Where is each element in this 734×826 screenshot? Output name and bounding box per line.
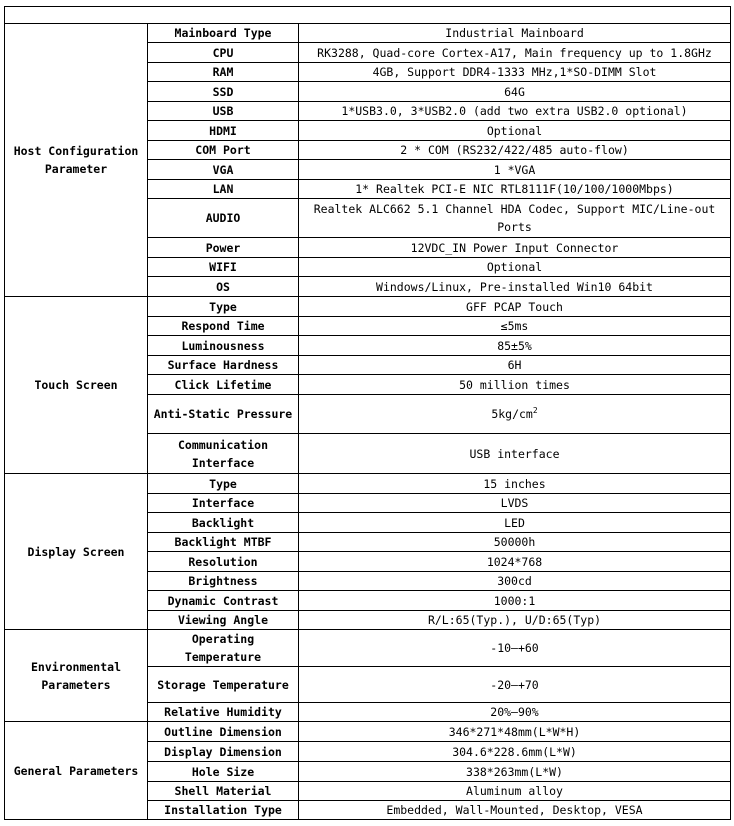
spec-table [4, 6, 731, 820]
spec-label: Interface [148, 494, 299, 513]
spec-value [299, 762, 731, 782]
spec-label: HDMI [148, 121, 299, 141]
spec-value-text: 20%—90% [490, 705, 539, 719]
spec-label: CPU [148, 43, 299, 63]
spec-value [299, 611, 731, 630]
spec-value [299, 494, 731, 513]
spec-value-text: USB interface [469, 446, 560, 461]
table-row [5, 630, 731, 667]
spec-label: Click Lifetime [148, 375, 299, 395]
table-header-cell [5, 7, 731, 24]
spec-label: Brightness [148, 572, 299, 591]
spec-value [299, 317, 731, 336]
spec-value-text: RK3288, Quad-core Cortex-A17, Main frequency up to 1.8GHz [317, 45, 712, 60]
spec-label: Communication Interface [148, 434, 299, 474]
spec-value-text: 346*271*48mm(L*W*H) [448, 724, 581, 739]
table-row [5, 474, 731, 494]
spec-value-text: 1000:1 [493, 593, 536, 608]
spec-value [299, 375, 731, 395]
spec-value-text: 1 *VGA [493, 162, 536, 177]
spec-value [299, 630, 731, 667]
spec-value-text: 6H [507, 358, 522, 372]
spec-value-text: -20—+70 [490, 677, 539, 692]
spec-value-text: 64G [504, 84, 525, 99]
spec-value-text: 338*263mm(L*W) [466, 764, 563, 779]
spec-value [299, 160, 731, 180]
spec-label: Viewing Angle [148, 611, 299, 630]
spec-label: OS [148, 277, 299, 297]
spec-value [299, 238, 731, 258]
group-title: Display Screen [5, 474, 148, 630]
spec-label: USB [148, 102, 299, 121]
table-row [5, 722, 731, 742]
table-row [5, 297, 731, 317]
spec-label: Shell Material [148, 782, 299, 801]
spec-value-text: ≤5ms [500, 319, 529, 333]
spec-table-body [5, 7, 731, 820]
spec-value-text: GFF PCAP Touch [466, 299, 563, 314]
spec-value-superscript: 2 [532, 406, 538, 416]
spec-label: Installation Type [148, 801, 299, 820]
spec-value [299, 63, 731, 82]
spec-value [299, 336, 731, 356]
spec-value [299, 572, 731, 591]
spec-value [299, 297, 731, 317]
spec-label: Resolution [148, 552, 299, 572]
spec-label: Relative Humidity [148, 703, 299, 722]
spec-value [299, 180, 731, 199]
spec-value-text: 12VDC_IN Power Input Connector [410, 240, 619, 255]
group-title: Host Configuration Parameter [5, 24, 148, 297]
spec-value [299, 121, 731, 141]
spec-value-text: 4GB, Support DDR4-1333 MHz,1*SO-DIMM Slot [372, 65, 657, 79]
spec-value-text: R/L:65(Typ.), U/D:65(Typ) [427, 613, 602, 627]
spec-value [299, 513, 731, 533]
group-title: Touch Screen [5, 297, 148, 474]
spec-value-text: 50000h [493, 535, 536, 549]
table-header-row [5, 7, 731, 24]
spec-value-text: Optional [486, 123, 543, 138]
spec-value [299, 722, 731, 742]
spec-value [299, 356, 731, 375]
spec-value [299, 102, 731, 121]
spec-label: Respond Time [148, 317, 299, 336]
spec-value-text: Aluminum alloy [466, 784, 563, 798]
spec-label: Backlight MTBF [148, 533, 299, 552]
spec-value-text: 15 inches [483, 476, 546, 491]
spec-label: Type [148, 474, 299, 494]
spec-value [299, 782, 731, 801]
spec-value-text: 50 million times [459, 377, 570, 392]
spec-value-text: 5kg/cm [491, 407, 533, 421]
spec-label: RAM [148, 63, 299, 82]
spec-value-text: Realtek ALC662 5.1 Channel HDA Codec, Support MIC/Line-out Ports [313, 202, 716, 234]
spec-value [299, 533, 731, 552]
spec-value [299, 474, 731, 494]
spec-value [299, 703, 731, 722]
spec-value-text: 85±5% [497, 338, 532, 353]
spec-value-text: LVDS [500, 496, 529, 510]
spec-label: COM Port [148, 141, 299, 160]
spec-label: Hole Size [148, 762, 299, 782]
spec-value [299, 277, 731, 297]
table-row [5, 24, 731, 43]
spec-value [299, 199, 731, 238]
spec-value-text: Embedded, Wall-Mounted, Desktop, VESA [386, 803, 643, 817]
spec-label: LAN [148, 180, 299, 199]
spec-label: Dynamic Contrast [148, 591, 299, 611]
spec-label: Anti-Static Pressure [148, 395, 299, 434]
spec-value-text: Windows/Linux, Pre-installed Win10 64bit [376, 279, 653, 294]
group-title: Environmental Parameters [5, 630, 148, 722]
spec-value [299, 395, 731, 434]
spec-value-text: 300cd [497, 574, 532, 588]
spec-value-text: 1* Realtek PCI-E NIC RTL8111F(10/100/1000Mbps) [355, 182, 674, 196]
spec-label: Luminousness [148, 336, 299, 356]
group-title: General Parameters [5, 722, 148, 820]
spec-label: Display Dimension [148, 742, 299, 762]
spec-value-text: 1024*768 [486, 554, 543, 569]
spec-value [299, 258, 731, 277]
spec-value [299, 24, 731, 43]
spec-value [299, 141, 731, 160]
spec-value [299, 43, 731, 63]
spec-label: Mainboard Type [148, 24, 299, 43]
spec-label: Outline Dimension [148, 722, 299, 742]
spec-value [299, 667, 731, 703]
spec-value-text: Industrial Mainboard [445, 26, 584, 40]
spec-label: Storage Temperature [148, 667, 299, 703]
spec-value-text: 1*USB3.0, 3*USB2.0 (add two extra USB2.0 optional) [341, 104, 688, 118]
spec-value-text: LED [504, 515, 525, 530]
spec-value-text: 2 * COM (RS232/422/485 auto-flow) [400, 143, 629, 157]
spec-value [299, 552, 731, 572]
spec-label: Surface Hardness [148, 356, 299, 375]
spec-value [299, 82, 731, 102]
spec-label: Backlight [148, 513, 299, 533]
spec-label: Power [148, 238, 299, 258]
spec-label: VGA [148, 160, 299, 180]
spec-label: SSD [148, 82, 299, 102]
spec-value [299, 434, 731, 474]
spec-value-text: -10—+60 [490, 641, 539, 655]
spec-label: Type [148, 297, 299, 317]
spec-label: Operating Temperature [148, 630, 299, 667]
spec-value-text: 304.6*228.6mm(L*W) [452, 744, 577, 759]
spec-label: AUDIO [148, 199, 299, 238]
spec-value [299, 742, 731, 762]
spec-label: WIFI [148, 258, 299, 277]
spec-value [299, 801, 731, 820]
spec-value [299, 591, 731, 611]
spec-value-text: Optional [486, 260, 543, 274]
